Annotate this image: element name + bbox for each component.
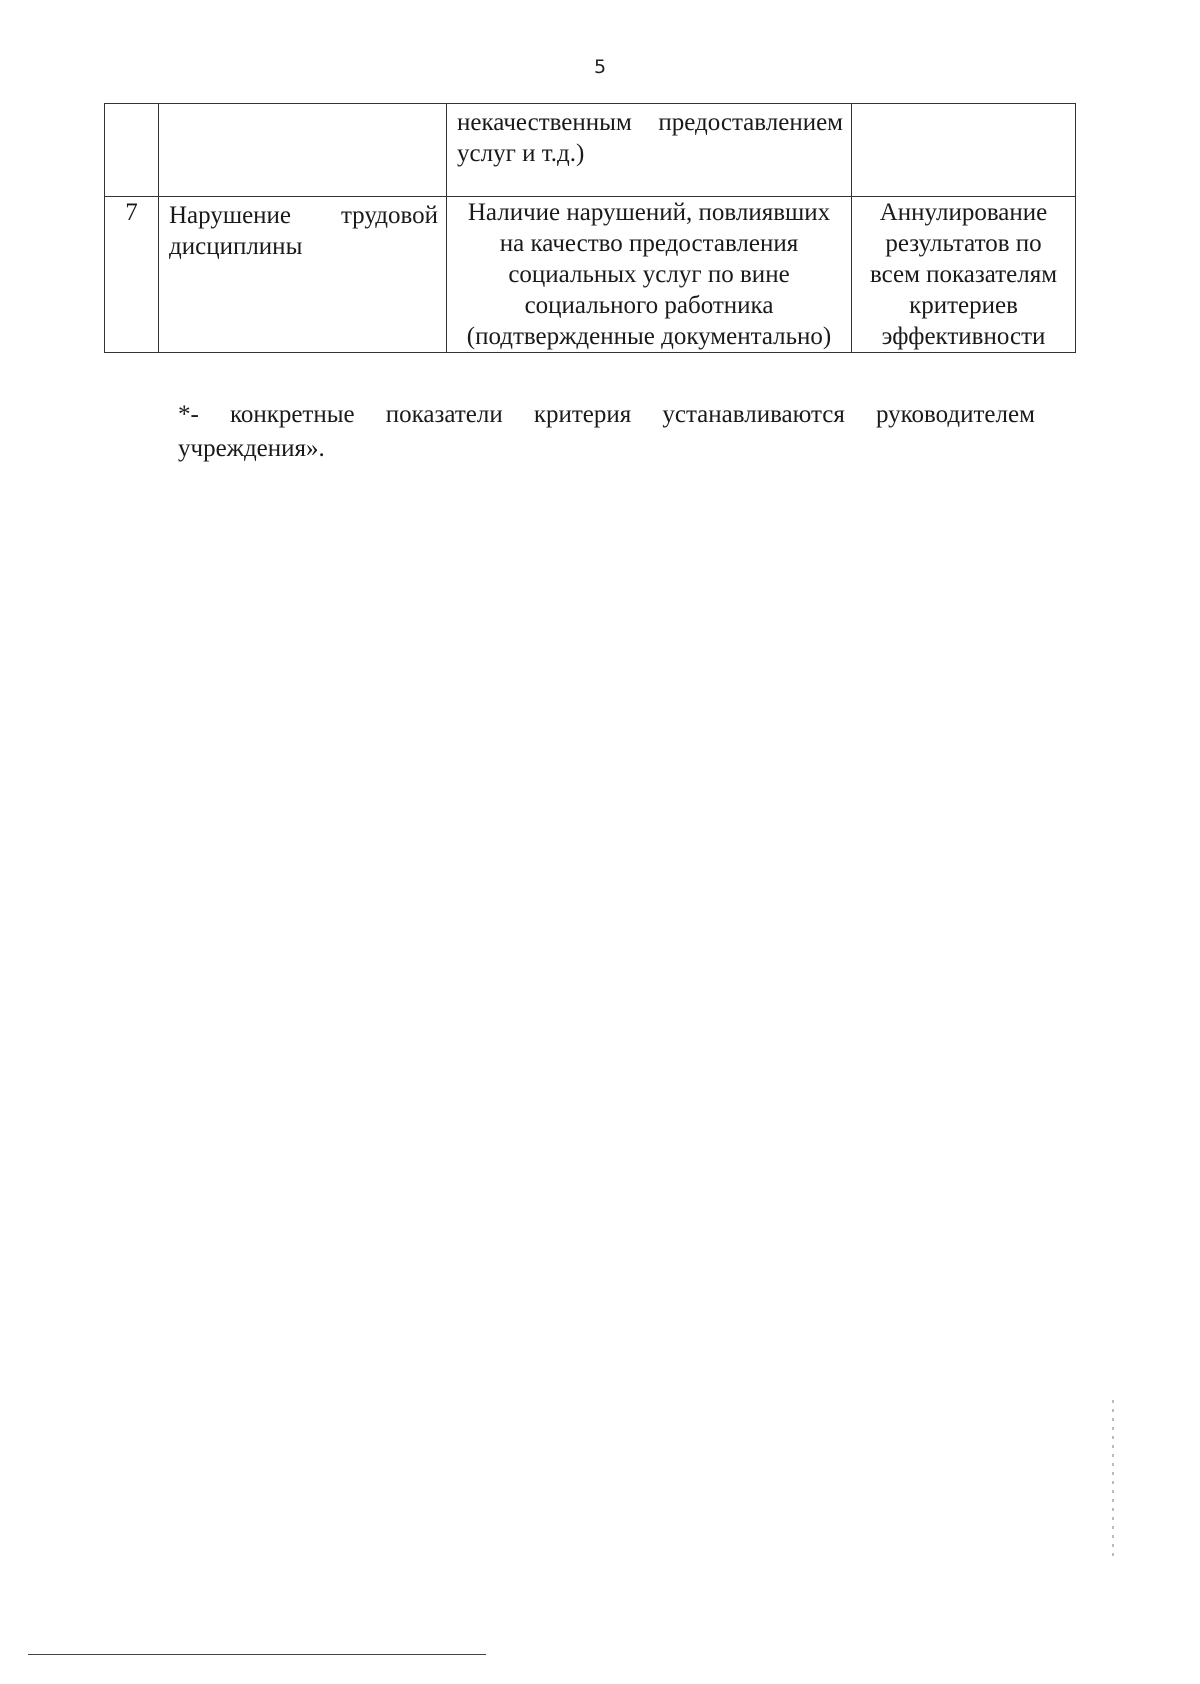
scan-edge-mark — [1112, 1400, 1114, 1560]
footnote-line-2: учреждения». — [178, 435, 325, 462]
result-line-3: всем показателям — [869, 261, 1058, 288]
cell-number — [105, 197, 159, 353]
footnote — [178, 398, 1035, 466]
condition-line-1: Наличие нарушений, повлиявших — [467, 199, 831, 226]
table-row-continued — [105, 104, 1076, 197]
name-word-2: трудовой — [340, 202, 438, 229]
result-line-1: Аннулирование — [879, 199, 1048, 226]
cell-name — [159, 197, 447, 353]
cell-result-empty — [852, 104, 1076, 197]
page-number: 5 — [593, 56, 607, 78]
result-line-2: результатов по — [885, 230, 1042, 257]
row-number: 7 — [125, 199, 138, 226]
table-row-7 — [105, 197, 1076, 353]
condition-continued-line-2: услуг и т.д.) — [457, 140, 585, 167]
footnote-word: руководителем — [875, 401, 1035, 428]
condition-line-5: (подтвержденные документально) — [466, 323, 832, 350]
cell-result — [852, 197, 1076, 353]
condition-line-4: социального работника — [524, 292, 774, 319]
condition-continued-word-2: предоставлением — [658, 109, 843, 136]
footnote-word: конкретные — [229, 401, 355, 428]
result-line-4: критериев — [909, 292, 1018, 319]
cell-condition — [447, 197, 852, 353]
condition-continued-word-1: некачественным — [457, 109, 632, 136]
footnote-word: *- — [178, 401, 199, 428]
footnote-word: критерия — [533, 401, 632, 428]
name-line-1 — [169, 200, 438, 231]
cell-condition-continued — [447, 104, 852, 197]
name-word-1: Нарушение — [169, 202, 292, 229]
bottom-rule — [28, 1654, 486, 1655]
criteria-table — [104, 103, 1076, 353]
footnote-word: устанавливаются — [662, 401, 845, 428]
name-line-2: дисциплины — [169, 233, 303, 260]
result-line-5: эффективности — [881, 323, 1046, 350]
condition-line-2: на качество предоставления — [499, 230, 799, 257]
footnote-word: показатели — [385, 401, 503, 428]
cell-number-empty — [105, 104, 159, 197]
condition-line-3: социальных услуг по вине — [508, 261, 790, 288]
condition-continued-line-1 — [457, 107, 843, 138]
cell-name-empty — [159, 104, 447, 197]
footnote-line-1 — [178, 398, 1035, 432]
